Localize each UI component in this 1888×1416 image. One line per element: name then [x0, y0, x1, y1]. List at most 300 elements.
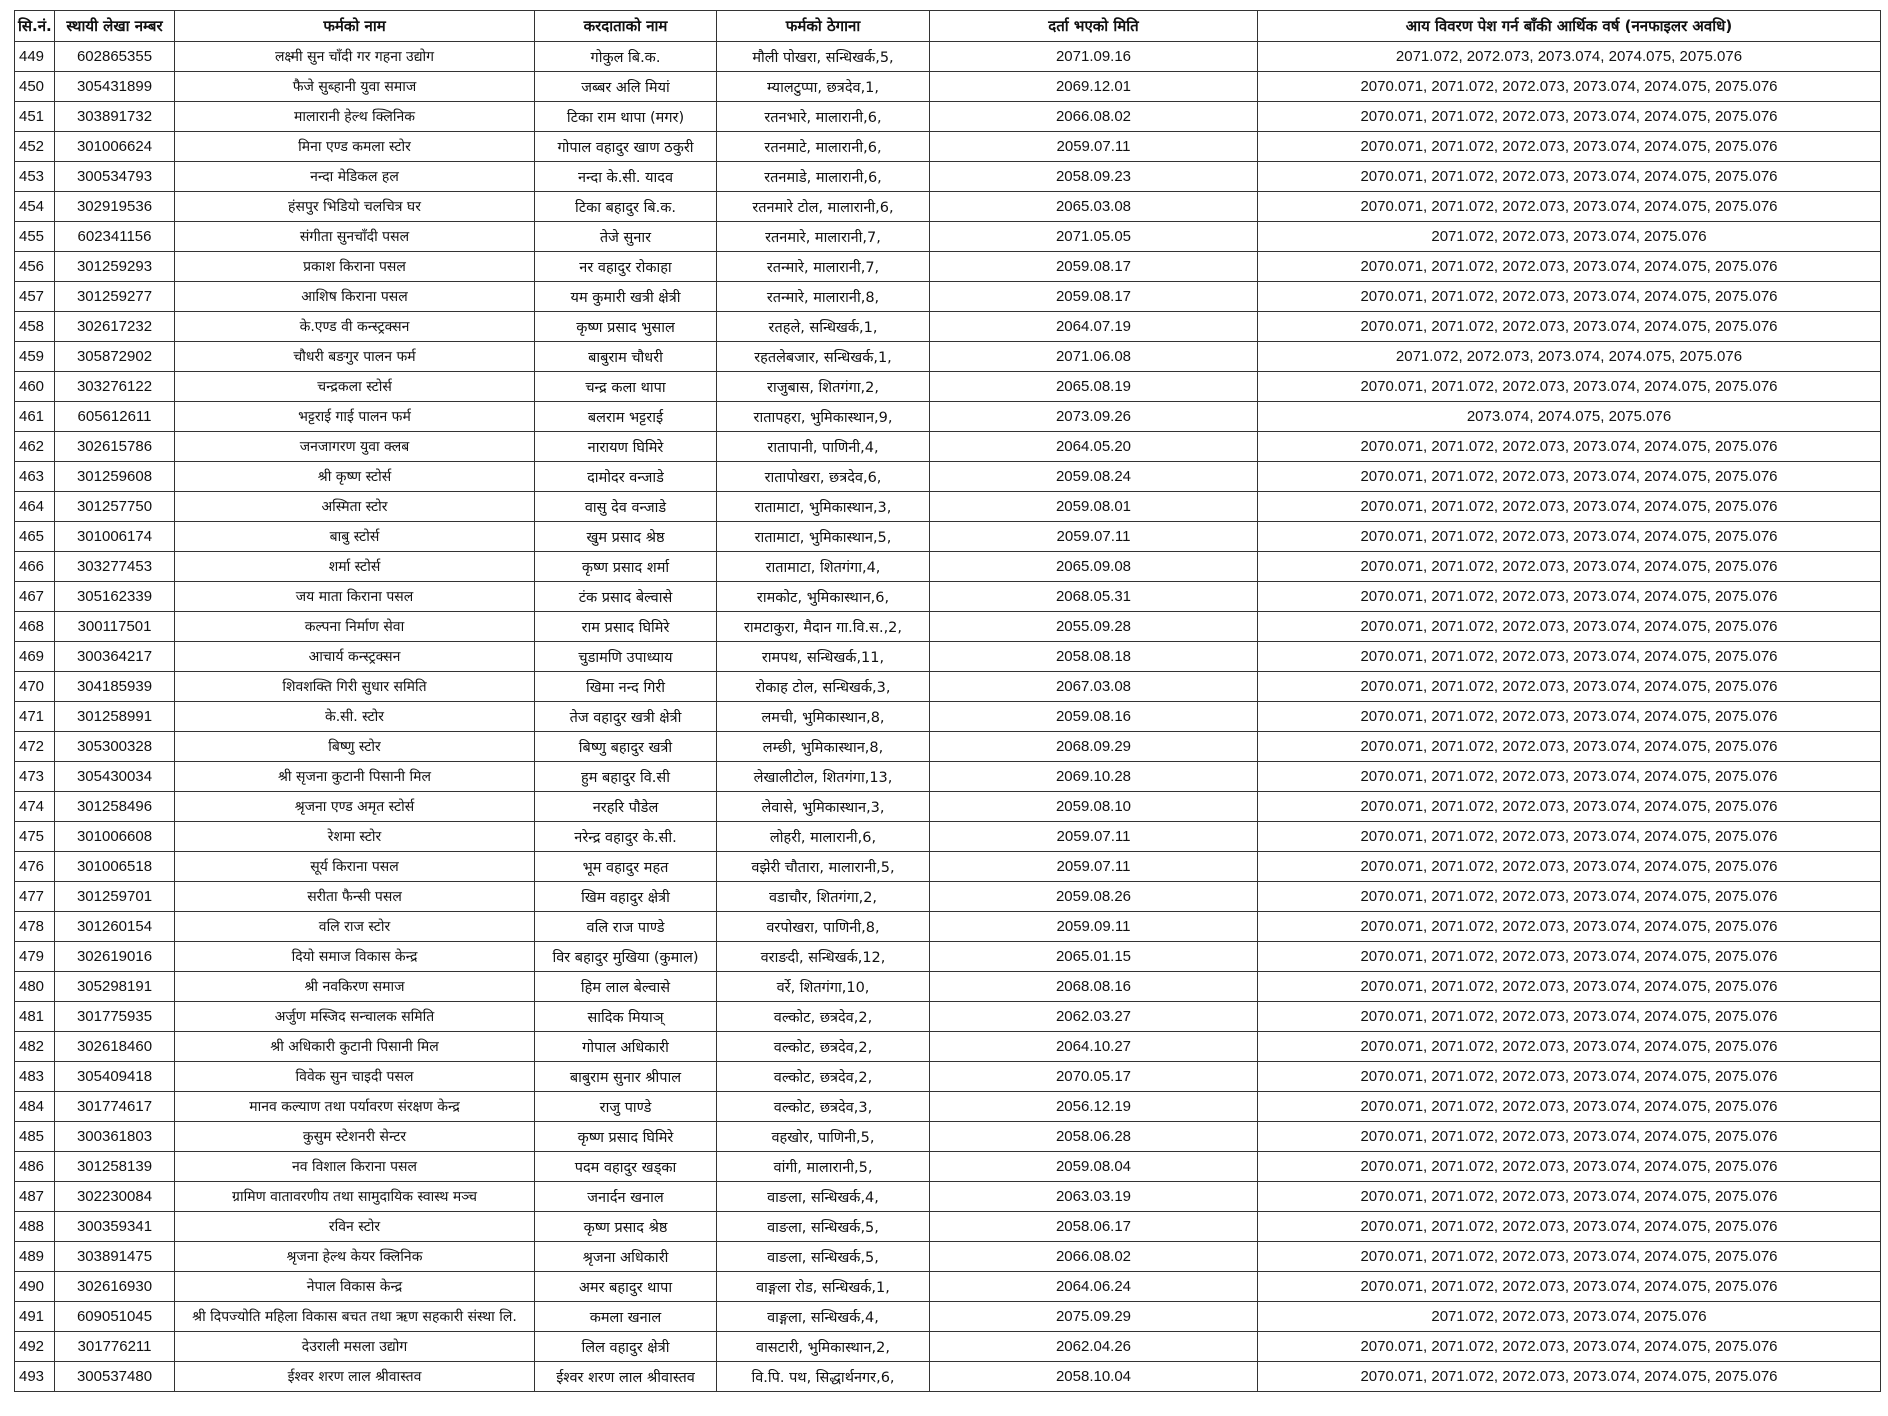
firm-address-cell: रामटाकुरा, मैदान गा.वि.स.,2, [717, 612, 930, 642]
table-row [15, 522, 1881, 552]
pan-number-cell: 302618460 [55, 1032, 175, 1062]
pan-number-cell: 301774617 [55, 1092, 175, 1122]
registration-date-cell: 2066.08.02 [930, 1242, 1258, 1272]
firm-address-cell: लेखालीटोल, शितगंगा,13, [717, 762, 930, 792]
pending-fiscal-years-cell: 2070.071, 2071.072, 2072.073, 2073.074, 2074.075, 2075.076 [1258, 1182, 1881, 1212]
header-pending-fiscal-years: आय विवरण पेश गर्न बाँकी आर्थिक वर्ष (ननफाइलर अवधि) [1258, 11, 1881, 42]
pan-number-cell: 301259293 [55, 252, 175, 282]
pan-number-cell: 301258991 [55, 702, 175, 732]
registration-date-cell: 2059.08.01 [930, 492, 1258, 522]
firm-name-cell: श्री दिपज्योति महिला विकास बचत तथा ऋण सहकारी संस्था लि. [175, 1302, 535, 1332]
table-row [15, 402, 1881, 432]
pending-fiscal-years-cell: 2070.071, 2071.072, 2072.073, 2073.074, 2074.075, 2075.076 [1258, 282, 1881, 312]
pan-number-cell: 301775935 [55, 1002, 175, 1032]
taxpayer-name-cell: टंक प्रसाद बेल्वासे [535, 582, 717, 612]
firm-name-cell: अस्मिता स्टोर [175, 492, 535, 522]
firm-address-cell: वासटारी, भुमिकास्थान,2, [717, 1332, 930, 1362]
pending-fiscal-years-cell: 2070.071, 2071.072, 2072.073, 2073.074, 2074.075, 2075.076 [1258, 762, 1881, 792]
pending-fiscal-years-cell: 2070.071, 2071.072, 2072.073, 2073.074, 2074.075, 2075.076 [1258, 102, 1881, 132]
firm-address-cell: वझेरी चौतारा, मालारानी,5, [717, 852, 930, 882]
pending-fiscal-years-cell: 2070.071, 2071.072, 2072.073, 2073.074, 2074.075, 2075.076 [1258, 372, 1881, 402]
table-row [15, 582, 1881, 612]
pending-fiscal-years-cell: 2070.071, 2071.072, 2072.073, 2073.074, 2074.075, 2075.076 [1258, 132, 1881, 162]
firm-address-cell: वि.पि. पथ, सिद्धार्थनगर,6, [717, 1362, 930, 1392]
pan-number-cell: 302617232 [55, 312, 175, 342]
header-firm-address: फर्मको ठेगाना [717, 11, 930, 42]
pending-fiscal-years-cell: 2070.071, 2071.072, 2072.073, 2073.074, 2074.075, 2075.076 [1258, 462, 1881, 492]
firm-address-cell: रतनमाटे, मालारानी,6, [717, 132, 930, 162]
firm-name-cell: जनजागरण युवा क्लब [175, 432, 535, 462]
serial-number-cell: 483 [15, 1062, 55, 1092]
firm-name-cell: फैजे सुब्हानी युवा समाज [175, 72, 535, 102]
pending-fiscal-years-cell: 2070.071, 2071.072, 2072.073, 2073.074, 2074.075, 2075.076 [1258, 702, 1881, 732]
taxpayer-name-cell: टिका बहादुर बि.क. [535, 192, 717, 222]
pan-number-cell: 302230084 [55, 1182, 175, 1212]
firm-address-cell: वरपोखरा, पाणिनी,8, [717, 912, 930, 942]
registration-date-cell: 2059.08.16 [930, 702, 1258, 732]
registration-date-cell: 2059.08.26 [930, 882, 1258, 912]
table-row [15, 1182, 1881, 1212]
pan-number-cell: 602865355 [55, 42, 175, 72]
registration-date-cell: 2064.05.20 [930, 432, 1258, 462]
registration-date-cell: 2059.08.10 [930, 792, 1258, 822]
pan-number-cell: 300359341 [55, 1212, 175, 1242]
taxpayer-name-cell: कृष्ण प्रसाद श्रेष्ठ [535, 1212, 717, 1242]
registration-date-cell: 2068.05.31 [930, 582, 1258, 612]
taxpayer-name-cell: ईश्वर शरण लाल श्रीवास्तव [535, 1362, 717, 1392]
firm-name-cell: कल्पना निर्माण सेवा [175, 612, 535, 642]
taxpayer-name-cell: विर बहादुर मुखिया (कुमाल) [535, 942, 717, 972]
table-row [15, 912, 1881, 942]
serial-number-cell: 456 [15, 252, 55, 282]
firm-name-cell: मानव कल्याण तथा पर्यावरण संरक्षण केन्द्र [175, 1092, 535, 1122]
firm-address-cell: राजुबास, शितगंगा,2, [717, 372, 930, 402]
serial-number-cell: 451 [15, 102, 55, 132]
pan-number-cell: 301776211 [55, 1332, 175, 1362]
firm-address-cell: वाङ्गला, सन्धिखर्क,4, [717, 1302, 930, 1332]
pan-number-cell: 301259608 [55, 462, 175, 492]
firm-name-cell: के.सी. स्टोर [175, 702, 535, 732]
taxpayer-name-cell: कृष्ण प्रसाद शर्मा [535, 552, 717, 582]
firm-name-cell: श्री नवकिरण समाज [175, 972, 535, 1002]
registration-date-cell: 2075.09.29 [930, 1302, 1258, 1332]
firm-address-cell: वडाचौर, शितगंगा,2, [717, 882, 930, 912]
registration-date-cell: 2058.06.17 [930, 1212, 1258, 1242]
taxpayer-name-cell: अमर बहादुर थापा [535, 1272, 717, 1302]
table-row [15, 282, 1881, 312]
firm-address-cell: रतनमारे, मालारानी,7, [717, 222, 930, 252]
serial-number-cell: 479 [15, 942, 55, 972]
table-row [15, 42, 1881, 72]
pending-fiscal-years-cell: 2070.071, 2071.072, 2072.073, 2073.074, 2074.075, 2075.076 [1258, 312, 1881, 342]
table-row [15, 1092, 1881, 1122]
registration-date-cell: 2063.03.19 [930, 1182, 1258, 1212]
pan-number-cell: 305300328 [55, 732, 175, 762]
header-serial-number: सि.नं. [15, 11, 55, 42]
pan-number-cell: 301259701 [55, 882, 175, 912]
firm-address-cell: वहखोर, पाणिनी,5, [717, 1122, 930, 1152]
serial-number-cell: 478 [15, 912, 55, 942]
registration-date-cell: 2073.09.26 [930, 402, 1258, 432]
table-row [15, 762, 1881, 792]
taxpayer-name-cell: नरहरि पौडेल [535, 792, 717, 822]
serial-number-cell: 475 [15, 822, 55, 852]
pending-fiscal-years-cell: 2070.071, 2071.072, 2072.073, 2073.074, 2074.075, 2075.076 [1258, 162, 1881, 192]
serial-number-cell: 477 [15, 882, 55, 912]
registration-date-cell: 2058.08.18 [930, 642, 1258, 672]
firm-name-cell: बिष्णु स्टोर [175, 732, 535, 762]
table-row [15, 1032, 1881, 1062]
taxpayer-name-cell: नन्दा के.सी. यादव [535, 162, 717, 192]
firm-address-cell: रतनमाडे, मालारानी,6, [717, 162, 930, 192]
firm-address-cell: रतहले, सन्धिखर्क,1, [717, 312, 930, 342]
pending-fiscal-years-cell: 2070.071, 2071.072, 2072.073, 2073.074, 2074.075, 2075.076 [1258, 492, 1881, 522]
table-row [15, 972, 1881, 1002]
table-row [15, 102, 1881, 132]
serial-number-cell: 455 [15, 222, 55, 252]
firm-name-cell: ग्रामिण वातावरणीय तथा सामुदायिक स्वास्थ मञ्च [175, 1182, 535, 1212]
non-filer-taxpayer-table [14, 10, 1881, 1392]
registration-date-cell: 2065.09.08 [930, 552, 1258, 582]
pending-fiscal-years-cell: 2070.071, 2071.072, 2072.073, 2073.074, 2074.075, 2075.076 [1258, 582, 1881, 612]
taxpayer-name-cell: हुम बहादुर वि.सी [535, 762, 717, 792]
firm-name-cell: मिना एण्ड कमला स्टोर [175, 132, 535, 162]
table-body [15, 42, 1881, 1392]
pending-fiscal-years-cell: 2071.072, 2072.073, 2073.074, 2074.075, 2075.076 [1258, 42, 1881, 72]
pan-number-cell: 302619016 [55, 942, 175, 972]
registration-date-cell: 2065.08.19 [930, 372, 1258, 402]
firm-name-cell: संगीता सुनचाँदी पसल [175, 222, 535, 252]
firm-name-cell: मालारानी हेल्थ क्लिनिक [175, 102, 535, 132]
taxpayer-name-cell: बलराम भट्टराई [535, 402, 717, 432]
firm-address-cell: मौली पोखरा, सन्धिखर्क,5, [717, 42, 930, 72]
serial-number-cell: 485 [15, 1122, 55, 1152]
pending-fiscal-years-cell: 2070.071, 2071.072, 2072.073, 2073.074, 2074.075, 2075.076 [1258, 972, 1881, 1002]
taxpayer-name-cell: लिल वहादुर क्षेत्री [535, 1332, 717, 1362]
header-firm-name: फर्मको नाम [175, 11, 535, 42]
pan-number-cell: 302615786 [55, 432, 175, 462]
taxpayer-table-sheet [14, 10, 1881, 1392]
registration-date-cell: 2065.03.08 [930, 192, 1258, 222]
registration-date-cell: 2059.07.11 [930, 822, 1258, 852]
firm-address-cell: रातामाटा, शितगंगा,4, [717, 552, 930, 582]
pan-number-cell: 303891475 [55, 1242, 175, 1272]
firm-name-cell: रविन स्टोर [175, 1212, 535, 1242]
firm-address-cell: लम्छी, भुमिकास्थान,8, [717, 732, 930, 762]
firm-name-cell: लक्ष्मी सुन चाँदी गर गहना उद्योग [175, 42, 535, 72]
firm-name-cell: आचार्य कन्स्ट्रक्सन [175, 642, 535, 672]
pan-number-cell: 305430034 [55, 762, 175, 792]
serial-number-cell: 463 [15, 462, 55, 492]
registration-date-cell: 2068.08.16 [930, 972, 1258, 1002]
serial-number-cell: 472 [15, 732, 55, 762]
firm-address-cell: रामपथ, सन्धिखर्क,11, [717, 642, 930, 672]
table-row [15, 492, 1881, 522]
table-row [15, 1062, 1881, 1092]
pan-number-cell: 300361803 [55, 1122, 175, 1152]
registration-date-cell: 2065.01.15 [930, 942, 1258, 972]
table-row [15, 192, 1881, 222]
table-row [15, 702, 1881, 732]
table-row [15, 552, 1881, 582]
taxpayer-name-cell: कृष्ण प्रसाद भुसाल [535, 312, 717, 342]
firm-name-cell: ईश्वर शरण लाल श्रीवास्तव [175, 1362, 535, 1392]
table-row [15, 612, 1881, 642]
firm-name-cell: भट्टराई गाई पालन फर्म [175, 402, 535, 432]
table-row [15, 1242, 1881, 1272]
pending-fiscal-years-cell: 2073.074, 2074.075, 2075.076 [1258, 402, 1881, 432]
pending-fiscal-years-cell: 2070.071, 2071.072, 2072.073, 2073.074, 2074.075, 2075.076 [1258, 1062, 1881, 1092]
firm-name-cell: शर्मा स्टोर्स [175, 552, 535, 582]
firm-name-cell: प्रकाश किराना पसल [175, 252, 535, 282]
table-row [15, 162, 1881, 192]
pan-number-cell: 301006608 [55, 822, 175, 852]
pan-number-cell: 305872902 [55, 342, 175, 372]
serial-number-cell: 452 [15, 132, 55, 162]
registration-date-cell: 2058.06.28 [930, 1122, 1258, 1152]
registration-date-cell: 2064.10.27 [930, 1032, 1258, 1062]
registration-date-cell: 2055.09.28 [930, 612, 1258, 642]
pending-fiscal-years-cell: 2071.072, 2072.073, 2073.074, 2075.076 [1258, 1302, 1881, 1332]
pending-fiscal-years-cell: 2070.071, 2071.072, 2072.073, 2073.074, 2074.075, 2075.076 [1258, 432, 1881, 462]
pan-number-cell: 305162339 [55, 582, 175, 612]
serial-number-cell: 458 [15, 312, 55, 342]
taxpayer-name-cell: वासु देव वन्जाडे [535, 492, 717, 522]
pan-number-cell: 301260154 [55, 912, 175, 942]
taxpayer-name-cell: तेज वहादुर खत्री क्षेत्री [535, 702, 717, 732]
firm-name-cell: वलि राज स्टोर [175, 912, 535, 942]
serial-number-cell: 466 [15, 552, 55, 582]
taxpayer-name-cell: टिका राम थापा (मगर) [535, 102, 717, 132]
header-taxpayer-name: करदाताको नाम [535, 11, 717, 42]
taxpayer-name-cell: नर वहादुर रोकाहा [535, 252, 717, 282]
table-row [15, 672, 1881, 702]
firm-name-cell: सरीता फैन्सी पसल [175, 882, 535, 912]
pending-fiscal-years-cell: 2070.071, 2071.072, 2072.073, 2073.074, 2074.075, 2075.076 [1258, 72, 1881, 102]
serial-number-cell: 474 [15, 792, 55, 822]
firm-name-cell: श्रृजना एण्ड अमृत स्टोर्स [175, 792, 535, 822]
firm-name-cell: श्रृजना हेल्थ केयर क्लिनिक [175, 1242, 535, 1272]
table-row [15, 462, 1881, 492]
serial-number-cell: 469 [15, 642, 55, 672]
pan-number-cell: 303277453 [55, 552, 175, 582]
serial-number-cell: 470 [15, 672, 55, 702]
serial-number-cell: 449 [15, 42, 55, 72]
serial-number-cell: 487 [15, 1182, 55, 1212]
pan-number-cell: 304185939 [55, 672, 175, 702]
firm-address-cell: रामकोट, भुमिकास्थान,6, [717, 582, 930, 612]
taxpayer-name-cell: कमला खनाल [535, 1302, 717, 1332]
firm-name-cell: आशिष किराना पसल [175, 282, 535, 312]
pending-fiscal-years-cell: 2070.071, 2071.072, 2072.073, 2073.074, 2074.075, 2075.076 [1258, 732, 1881, 762]
taxpayer-name-cell: नरेन्द्र वहादुर के.सी. [535, 822, 717, 852]
pan-number-cell: 305431899 [55, 72, 175, 102]
firm-name-cell: चन्द्रकला स्टोर्स [175, 372, 535, 402]
pending-fiscal-years-cell: 2070.071, 2071.072, 2072.073, 2073.074, 2074.075, 2075.076 [1258, 942, 1881, 972]
firm-name-cell: देउराली मसला उद्योग [175, 1332, 535, 1362]
taxpayer-name-cell: खिमा नन्द गिरी [535, 672, 717, 702]
registration-date-cell: 2066.08.02 [930, 102, 1258, 132]
header-pan-number: स्थायी लेखा नम्बर [55, 11, 175, 42]
pan-number-cell: 301006518 [55, 852, 175, 882]
pan-number-cell: 301259277 [55, 282, 175, 312]
firm-address-cell: म्यालटुप्पा, छत्रदेव,1, [717, 72, 930, 102]
serial-number-cell: 489 [15, 1242, 55, 1272]
pan-number-cell: 300534793 [55, 162, 175, 192]
pending-fiscal-years-cell: 2070.071, 2071.072, 2072.073, 2073.074, 2074.075, 2075.076 [1258, 1092, 1881, 1122]
firm-name-cell: हंसपुर भिडियो चलचित्र घर [175, 192, 535, 222]
pending-fiscal-years-cell: 2070.071, 2071.072, 2072.073, 2073.074, 2074.075, 2075.076 [1258, 612, 1881, 642]
firm-name-cell: श्री कृष्ण स्टोर्स [175, 462, 535, 492]
pending-fiscal-years-cell: 2070.071, 2071.072, 2072.073, 2073.074, 2074.075, 2075.076 [1258, 192, 1881, 222]
serial-number-cell: 476 [15, 852, 55, 882]
pending-fiscal-years-cell: 2070.071, 2071.072, 2072.073, 2073.074, 2074.075, 2075.076 [1258, 882, 1881, 912]
table-row [15, 1002, 1881, 1032]
taxpayer-name-cell: तेजे सुनार [535, 222, 717, 252]
registration-date-cell: 2062.04.26 [930, 1332, 1258, 1362]
firm-address-cell: रातापहरा, भुमिकास्थान,9, [717, 402, 930, 432]
firm-address-cell: रतनभारे, मालारानी,6, [717, 102, 930, 132]
taxpayer-name-cell: बिष्णु बहादुर खत्री [535, 732, 717, 762]
serial-number-cell: 457 [15, 282, 55, 312]
taxpayer-name-cell: बाबुराम सुनार श्रीपाल [535, 1062, 717, 1092]
pan-number-cell: 300117501 [55, 612, 175, 642]
firm-address-cell: रातापोखरा, छत्रदेव,6, [717, 462, 930, 492]
table-header-row [15, 11, 1881, 42]
registration-date-cell: 2058.09.23 [930, 162, 1258, 192]
pan-number-cell: 605612611 [55, 402, 175, 432]
table-row [15, 732, 1881, 762]
pending-fiscal-years-cell: 2070.071, 2071.072, 2072.073, 2073.074, 2074.075, 2075.076 [1258, 1362, 1881, 1392]
table-row [15, 852, 1881, 882]
table-row [15, 1152, 1881, 1182]
serial-number-cell: 464 [15, 492, 55, 522]
firm-name-cell: कुसुम स्टेशनरी सेन्टर [175, 1122, 535, 1152]
table-row [15, 1332, 1881, 1362]
table-row [15, 882, 1881, 912]
serial-number-cell: 460 [15, 372, 55, 402]
pending-fiscal-years-cell: 2070.071, 2071.072, 2072.073, 2073.074, 2074.075, 2075.076 [1258, 822, 1881, 852]
firm-name-cell: के.एण्ड वी कन्स्ट्रक्सन [175, 312, 535, 342]
firm-address-cell: वाङला, सन्धिखर्क,5, [717, 1212, 930, 1242]
firm-address-cell: रातापानी, पाणिनी,4, [717, 432, 930, 462]
firm-address-cell: वल्कोट, छत्रदेव,2, [717, 1062, 930, 1092]
serial-number-cell: 459 [15, 342, 55, 372]
registration-date-cell: 2059.08.17 [930, 282, 1258, 312]
table-row [15, 342, 1881, 372]
firm-name-cell: विवेक सुन चाइदी पसल [175, 1062, 535, 1092]
firm-address-cell: रतन्मारे, मालारानी,8, [717, 282, 930, 312]
registration-date-cell: 2059.09.11 [930, 912, 1258, 942]
registration-date-cell: 2064.06.24 [930, 1272, 1258, 1302]
serial-number-cell: 468 [15, 612, 55, 642]
firm-address-cell: वाङ्गला रोड, सन्धिखर्क,1, [717, 1272, 930, 1302]
table-row [15, 1272, 1881, 1302]
serial-number-cell: 482 [15, 1032, 55, 1062]
firm-name-cell: नन्दा मेडिकल हल [175, 162, 535, 192]
table-row [15, 312, 1881, 342]
registration-date-cell: 2071.09.16 [930, 42, 1258, 72]
registration-date-cell: 2056.12.19 [930, 1092, 1258, 1122]
firm-address-cell: रातामाटा, भुमिकास्थान,3, [717, 492, 930, 522]
firm-name-cell: जय माता किराना पसल [175, 582, 535, 612]
serial-number-cell: 491 [15, 1302, 55, 1332]
serial-number-cell: 467 [15, 582, 55, 612]
pending-fiscal-years-cell: 2070.071, 2071.072, 2072.073, 2073.074, 2074.075, 2075.076 [1258, 912, 1881, 942]
firm-name-cell: सूर्य किराना पसल [175, 852, 535, 882]
taxpayer-name-cell: जब्बर अलि मियां [535, 72, 717, 102]
serial-number-cell: 486 [15, 1152, 55, 1182]
pan-number-cell: 302919536 [55, 192, 175, 222]
taxpayer-name-cell: चुडामणि उपाध्याय [535, 642, 717, 672]
firm-address-cell: वराङदी, सन्धिखर्क,12, [717, 942, 930, 972]
table-row [15, 942, 1881, 972]
firm-name-cell: बाबु स्टोर्स [175, 522, 535, 552]
registration-date-cell: 2067.03.08 [930, 672, 1258, 702]
registration-date-cell: 2059.08.04 [930, 1152, 1258, 1182]
pan-number-cell: 300537480 [55, 1362, 175, 1392]
firm-name-cell: नेपाल विकास केन्द्र [175, 1272, 535, 1302]
taxpayer-name-cell: यम कुमारी खत्री क्षेत्री [535, 282, 717, 312]
serial-number-cell: 462 [15, 432, 55, 462]
taxpayer-name-cell: दामोदर वन्जाडे [535, 462, 717, 492]
pan-number-cell: 305409418 [55, 1062, 175, 1092]
firm-address-cell: वांगी, मालारानी,5, [717, 1152, 930, 1182]
taxpayer-name-cell: राम प्रसाद घिमिरे [535, 612, 717, 642]
registration-date-cell: 2059.07.11 [930, 132, 1258, 162]
firm-name-cell: श्री अधिकारी कुटानी पिसानी मिल [175, 1032, 535, 1062]
registration-date-cell: 2069.10.28 [930, 762, 1258, 792]
table-row [15, 642, 1881, 672]
pending-fiscal-years-cell: 2070.071, 2071.072, 2072.073, 2073.074, 2074.075, 2075.076 [1258, 1212, 1881, 1242]
taxpayer-name-cell: हिम लाल बेल्वासे [535, 972, 717, 1002]
registration-date-cell: 2071.05.05 [930, 222, 1258, 252]
registration-date-cell: 2070.05.17 [930, 1062, 1258, 1092]
pan-number-cell: 301006174 [55, 522, 175, 552]
firm-address-cell: वाङला, सन्धिखर्क,5, [717, 1242, 930, 1272]
serial-number-cell: 461 [15, 402, 55, 432]
firm-address-cell: वल्कोट, छत्रदेव,3, [717, 1092, 930, 1122]
serial-number-cell: 471 [15, 702, 55, 732]
serial-number-cell: 473 [15, 762, 55, 792]
firm-address-cell: वर्रे, शितगंगा,10, [717, 972, 930, 1002]
firm-address-cell: रतन्मारे, मालारानी,7, [717, 252, 930, 282]
serial-number-cell: 493 [15, 1362, 55, 1392]
table-row [15, 1122, 1881, 1152]
serial-number-cell: 450 [15, 72, 55, 102]
firm-address-cell: लोहरी, मालारानी,6, [717, 822, 930, 852]
pan-number-cell: 301258496 [55, 792, 175, 822]
firm-address-cell: रतनमारे टोल, मालारानी,6, [717, 192, 930, 222]
registration-date-cell: 2069.12.01 [930, 72, 1258, 102]
pending-fiscal-years-cell: 2070.071, 2071.072, 2072.073, 2073.074, 2074.075, 2075.076 [1258, 1152, 1881, 1182]
table-row [15, 432, 1881, 462]
pending-fiscal-years-cell: 2070.071, 2071.072, 2072.073, 2073.074, 2074.075, 2075.076 [1258, 1122, 1881, 1152]
taxpayer-name-cell: चन्द्र कला थापा [535, 372, 717, 402]
pending-fiscal-years-cell: 2070.071, 2071.072, 2072.073, 2073.074, 2074.075, 2075.076 [1258, 1002, 1881, 1032]
table-row [15, 1302, 1881, 1332]
firm-name-cell: दियो समाज विकास केन्द्र [175, 942, 535, 972]
pending-fiscal-years-cell: 2070.071, 2071.072, 2072.073, 2073.074, 2074.075, 2075.076 [1258, 552, 1881, 582]
serial-number-cell: 480 [15, 972, 55, 1002]
serial-number-cell: 465 [15, 522, 55, 552]
pending-fiscal-years-cell: 2070.071, 2071.072, 2072.073, 2073.074, 2074.075, 2075.076 [1258, 642, 1881, 672]
firm-name-cell: चौधरी बङगुर पालन फर्म [175, 342, 535, 372]
pan-number-cell: 303891732 [55, 102, 175, 132]
firm-name-cell: रेशमा स्टोर [175, 822, 535, 852]
taxpayer-name-cell: राजु पाण्डे [535, 1092, 717, 1122]
firm-address-cell: लेवासे, भुमिकास्थान,3, [717, 792, 930, 822]
